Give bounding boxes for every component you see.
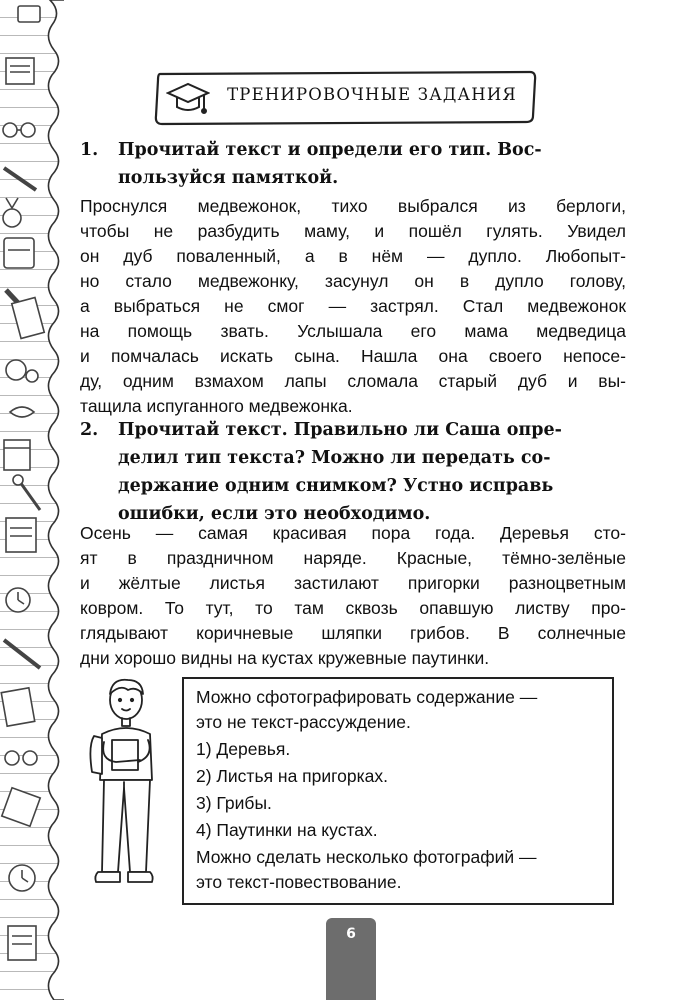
text-2-line: глядывают коричневые шляпки грибов. В солнечные: [80, 623, 626, 643]
task-2: [80, 416, 628, 528]
note-outro-line-1: Можно сделать несколько фотографий —: [196, 847, 537, 867]
school-doodles-icon: [0, 0, 50, 1000]
note-outro-line-2: это текст-повествование.: [196, 872, 402, 892]
text-1-line: чтобы не разбудить маму, и пошёл гулять. Увидел: [80, 221, 626, 241]
task-2-line-1: 2. Прочитай текст. Правильно ли Саша опре-: [80, 416, 628, 444]
text-1: [80, 194, 626, 419]
text-1-line: Проснулся медвежонок, тихо выбрался из берлоги,: [80, 196, 626, 216]
text-2: [80, 521, 626, 671]
text-1-line: ду, одним взмахом лапы сломала старый дуб и вы-: [80, 371, 626, 391]
note-intro-line-2: это не текст-рассуждение.: [196, 712, 411, 732]
text-2-line: дни хорошо видны на кустах кружевные паутинки.: [80, 648, 490, 668]
text-2-line: ковром. То тут, то там сквозь опавшую листву про-: [80, 598, 626, 618]
note-list-item: 2) Листья на пригорках.: [196, 766, 388, 786]
page-number-tab: [326, 918, 376, 1000]
text-1-line: на помощь звать. Услышала его мама медведица: [80, 321, 626, 341]
note-list-item: 4) Паутинки на кустах.: [196, 820, 378, 840]
text-1-line: и помчалась искать сына. Нашла она своего непосе-: [80, 346, 626, 366]
text-1-line: но стало медвежонку, засунул он в дупло голову,: [80, 271, 626, 291]
text-2-line: и жёлтые листья застилают пригорки разноцветным: [80, 573, 626, 593]
task-1-line-1: 1. Прочитай текст и определи его тип. Вос-: [80, 136, 628, 164]
decorative-strip: [0, 0, 64, 1000]
page-number: 6: [346, 926, 356, 942]
text-2-line: Осень — самая красивая пора года. Деревья сто-: [80, 523, 626, 543]
text-1-line: а выбраться не смог — застрял. Стал медвежонок: [80, 296, 626, 316]
graduation-cap-icon: [166, 79, 210, 117]
section-banner: [152, 70, 538, 126]
task-1: [80, 136, 628, 192]
text-1-line: тащила испуганного медвежонка.: [80, 396, 353, 416]
task-1-number: 1.: [80, 140, 99, 160]
text-1-line: он дуб поваленный, а в нём — дупло. Любопыт-: [80, 246, 626, 266]
boy-illustration-icon: [82, 676, 172, 898]
task-1-line-2: пользуйся памяткой.: [118, 168, 339, 188]
note-intro-line-1: Можно сфотографировать содержание —: [196, 687, 538, 707]
note-list-item: 3) Грибы.: [196, 793, 272, 813]
wavy-edge-icon: [44, 0, 64, 1000]
note-list-item: 1) Деревья.: [196, 739, 291, 759]
task-2-line-3: держание одним снимком? Устно исправь: [118, 476, 554, 496]
task-2-number: 2.: [80, 420, 99, 440]
note-box: [182, 677, 614, 905]
task-2-line-2: делил тип текста? Можно ли передать со-: [118, 448, 551, 468]
banner-title: ТРЕНИРОВОЧНЫЕ ЗАДАНИЯ: [227, 85, 517, 104]
task-2-line-4: ошибки, если это необходимо.: [118, 504, 431, 524]
text-2-line: ят в праздничном наряде. Красные, тёмно-зелёные: [80, 548, 626, 568]
